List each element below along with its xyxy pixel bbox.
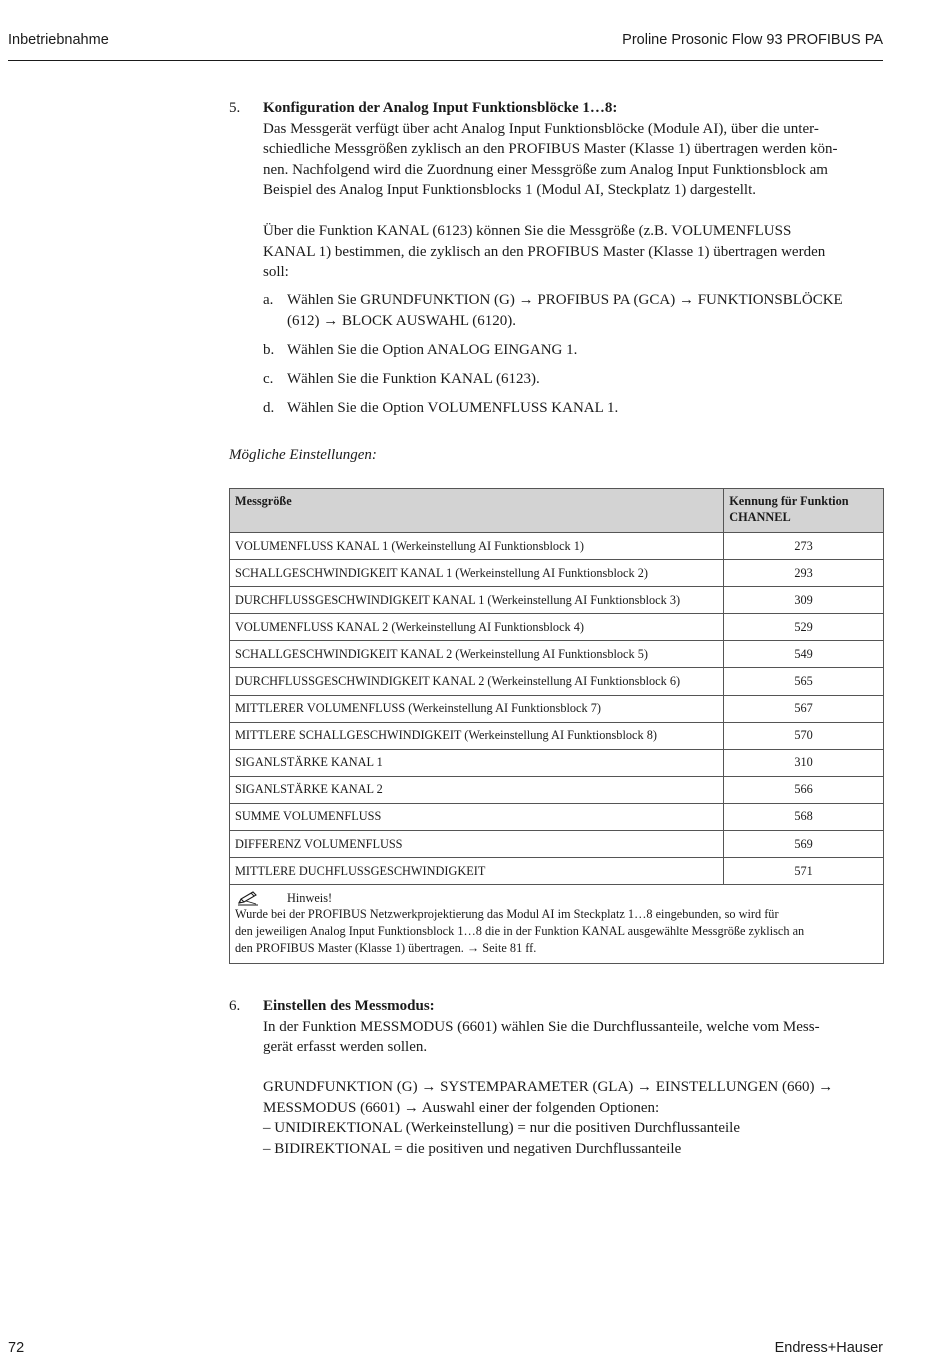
table-cell-id: 569: [724, 831, 884, 858]
section-number: 5.: [229, 100, 241, 116]
intro-paragraph: [263, 119, 884, 201]
table-cell-measurand: DURCHFLUSSGESCHWINDIGKEIT KANAL 1 (Werkeinstellung AI Funktionsblock 3): [230, 587, 724, 614]
step-letter: a.: [263, 292, 274, 308]
table-row: [230, 695, 884, 722]
table-cell-id: 549: [724, 641, 884, 668]
text-line: KANAL 1) bestimmen, die zyklisch an den PROFIBUS Master (Klasse 1) übertragen werden: [263, 243, 826, 260]
text-line: (612) → BLOCK AUSWAHL (6120).: [287, 312, 517, 329]
channel-paragraph: [263, 221, 884, 283]
table-cell-measurand: DIFFERENZ VOLUMENFLUSS: [230, 831, 724, 858]
pencil-icon: [236, 890, 260, 906]
text-line: soll:: [263, 264, 289, 280]
note-line: Wurde bei der PROFIBUS Netzwerkprojektierung das Modul AI im Steckplatz 1…8 eingebunden, so wird für: [235, 907, 779, 922]
table-cell-id: 293: [724, 560, 884, 587]
brand-name: Endress+Hauser: [774, 1340, 883, 1356]
column-header-measurand: Messgröße: [230, 489, 724, 533]
table-row: [230, 776, 884, 803]
text-line: – BIDIREKTIONAL = die positiven und negativen Durchflussanteile: [263, 1140, 682, 1157]
note-row: [230, 885, 884, 964]
note-heading: [235, 890, 878, 906]
text-line: Über die Funktion KANAL (6123) können Sie die Messgröße (z.B. VOLUMENFLUSS: [263, 223, 792, 239]
table-cell-measurand: SCHALLGESCHWINDIGKEIT KANAL 1 (Werkeinstellung AI Funktionsblock 2): [230, 560, 724, 587]
table-cell-id: 529: [724, 614, 884, 641]
table-row: [230, 803, 884, 830]
step-letter: d.: [263, 399, 275, 416]
list-item: [263, 340, 884, 361]
section-body: [263, 996, 884, 1058]
step-letter: c.: [263, 370, 274, 387]
table-cell-measurand: DURCHFLUSSGESCHWINDIGKEIT KANAL 2 (Werkeinstellung AI Funktionsblock 6): [230, 668, 724, 695]
table-cell-measurand: SCHALLGESCHWINDIGKEIT KANAL 2 (Werkeinstellung AI Funktionsblock 5): [230, 641, 724, 668]
section-body: [263, 98, 884, 201]
text-line: Wählen Sie die Option ANALOG EINGANG 1.: [287, 341, 578, 358]
table-row: [230, 560, 884, 587]
table-row: [230, 668, 884, 695]
section-title: Einstellen des Messmodus:: [263, 998, 435, 1014]
options-title: Mögliche Einstellungen:: [229, 447, 377, 463]
text-line: – UNIDIREKTIONAL (Werkeinstellung) = nur die positiven Durchflussanteile: [263, 1120, 740, 1136]
note-line: den jeweiligen Analog Input Funktionsblock 1…8 die in der Funktion KANAL ausgewählte Messgröße zyklisch an: [235, 924, 805, 939]
table-cell-id: 568: [724, 803, 884, 830]
step-letter: b.: [263, 341, 275, 358]
text-line: In der Funktion MESSMODUS (6601) wählen Sie die Durchflussanteile, welche vom Mess-: [263, 1018, 820, 1035]
note-title: Hinweis!: [287, 890, 333, 905]
table-cell-measurand: SUMME VOLUMENFLUSS: [230, 803, 724, 830]
page-number: 72: [8, 1340, 25, 1356]
table-cell-id: 567: [724, 695, 884, 722]
text-line: MESSMODUS (6601) → Auswahl einer der folgenden Optionen:: [263, 1099, 660, 1116]
header-chapter-title: Inbetriebnahme: [8, 32, 109, 48]
text-line: gerät erfasst werden sollen.: [263, 1039, 428, 1055]
table-cell-measurand: MITTLERE SCHALLGESCHWINDIGKEIT (Werkeinstellung AI Funktionsblock 8): [230, 722, 724, 749]
table-row: [230, 587, 884, 614]
text-line: Wählen Sie die Option VOLUMENFLUSS KANAL 1.: [287, 399, 619, 416]
table-cell-id: 571: [724, 858, 884, 885]
text-line: Das Messgerät verfügt über acht Analog Input Funktionsblöcke (Module AI), über die unter-: [263, 120, 819, 137]
table-cell-id: 570: [724, 722, 884, 749]
table-cell-measurand: MITTLERE DUCHFLUSSGESCHWINDIGKEIT: [230, 858, 724, 885]
table-row: [230, 614, 884, 641]
column-header-line: Kennung für Funktion: [729, 494, 849, 508]
list-item: [263, 398, 884, 419]
table-cell-id: 566: [724, 776, 884, 803]
table-row: [230, 533, 884, 560]
text-line: Wählen Sie die Funktion KANAL (6123).: [287, 370, 540, 387]
table-row: [230, 831, 884, 858]
text-line: Wählen Sie GRUNDFUNKTION (G) → PROFIBUS PA (GCA) → FUNKTIONSBLÖCKE: [287, 292, 843, 308]
text-line: schiedliche Messgrößen zyklisch an den PROFIBUS Master (Klasse 1) übertragen werden kön-: [263, 141, 838, 157]
table-cell-measurand: SIGANLSTÄRKE KANAL 1: [230, 749, 724, 776]
table-cell-id: 309: [724, 587, 884, 614]
table-cell-id: 310: [724, 749, 884, 776]
text-line: GRUNDFUNKTION (G) → SYSTEMPARAMETER (GLA) → EINSTELLUNGEN (660) →: [263, 1079, 834, 1095]
table-row: [230, 641, 884, 668]
page-header: [8, 32, 883, 61]
table-cell-measurand: VOLUMENFLUSS KANAL 2 (Werkeinstellung AI Funktionsblock 4): [230, 614, 724, 641]
header-product-title: Proline Prosonic Flow 93 PROFIBUS PA: [622, 32, 883, 48]
mode-paragraph: [263, 1017, 884, 1058]
table-cell-id: 565: [724, 668, 884, 695]
table-cell-id: 273: [724, 533, 884, 560]
table-row: [230, 858, 884, 885]
settings-table: [229, 488, 884, 964]
list-item: [263, 290, 884, 331]
column-header-line: CHANNEL: [729, 510, 791, 524]
section-title: Konfiguration der Analog Input Funktionsblöcke 1…8:: [263, 100, 618, 116]
table-cell-measurand: MITTLERER VOLUMENFLUSS (Werkeinstellung AI Funktionsblock 7): [230, 695, 724, 722]
path-paragraph: [263, 1077, 884, 1159]
section-number: 6.: [229, 998, 241, 1014]
table-cell-measurand: VOLUMENFLUSS KANAL 1 (Werkeinstellung AI Funktionsblock 1): [230, 533, 724, 560]
text-line: nen. Nachfolgend wird die Zuordnung einer Messgröße zum Analog Input Funktionsblock am: [263, 161, 828, 178]
column-header-channel-id: [724, 489, 884, 533]
table-row: [230, 722, 884, 749]
note-line: den PROFIBUS Master (Klasse 1) übertragen. → Seite 81 ff.: [235, 941, 537, 956]
table-cell-measurand: SIGANLSTÄRKE KANAL 2: [230, 776, 724, 803]
text-line: Beispiel des Analog Input Funktionsblocks 1 (Modul AI, Steckplatz 1) dargestellt.: [263, 182, 757, 198]
note-box: [230, 885, 884, 964]
table-row: [230, 749, 884, 776]
steps-list: [263, 290, 884, 427]
table-header-row: [230, 489, 884, 533]
list-item: [263, 369, 884, 390]
